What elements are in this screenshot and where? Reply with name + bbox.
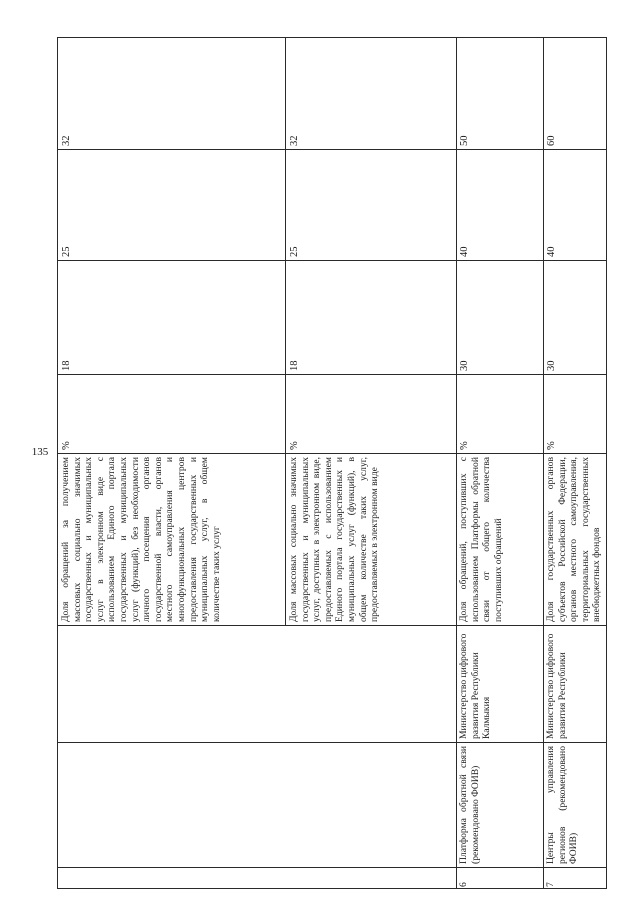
cell-responsible: Министерство цифрового развития Республики Калмыкия xyxy=(456,625,543,742)
cell-no xyxy=(58,867,456,889)
cell-name: Платформа обратной связи (рекомендовано ФОИВ) xyxy=(456,742,543,867)
unit-text-2: % xyxy=(289,441,300,450)
table-row-7 xyxy=(543,38,607,889)
cell-value-2 xyxy=(58,149,456,260)
table-row-6 xyxy=(456,38,544,889)
cell-indicator: Доля обращений, поступивших с использованием Платформы обратной связи от общего количества поступивших обращений xyxy=(456,453,543,625)
value3-text-1: 32 xyxy=(58,38,286,149)
cell-value-3: 60 xyxy=(546,135,557,146)
cell-unit xyxy=(58,374,456,453)
indicator-text-1: Доля обращений за получением массовых социально значимых государственных и муниципальных услуг в электронном виде с использованием Единого портала государственных и муниципальных услуг (функций), без необходимости личного посещения органов государственной власти, органов местного самоуправления и многофункциональных центров предоставления государственных и муниципальных услуг, в общем количестве таких услуг xyxy=(58,454,286,625)
cell-responsible: Министерство цифрового развития Республики xyxy=(543,625,607,742)
cell-responsible xyxy=(58,625,456,742)
value2-text-1: 25 xyxy=(58,150,286,260)
cell-unit: % xyxy=(456,374,543,453)
table-frame xyxy=(57,37,607,889)
cell-value-3: 50 xyxy=(459,135,470,146)
value1-text-1: 18 xyxy=(58,261,286,374)
cell-name: Центры управления регионов (рекомендовано ФОИВ) xyxy=(543,742,607,867)
cell-indicator xyxy=(58,453,456,625)
data-table xyxy=(58,38,607,889)
page-number: 135 xyxy=(31,446,49,458)
cell-value-2: 40 xyxy=(456,149,543,260)
cell-indicator: Доля государственных органов субъектов Российской Федерации, органов местного самоуправления, территориальных государственных внебюджетных фондов xyxy=(543,453,607,625)
cell-value-1: 30 xyxy=(456,260,543,374)
value2-text-2: 25 xyxy=(289,246,300,257)
value3-text-2: 32 xyxy=(289,135,300,146)
cell-no: 6 xyxy=(456,867,543,889)
value1-text-2: 18 xyxy=(289,360,300,371)
indicator-text-2: Доля массовых социально значимых государственных и муниципальных услуг, доступных в электронном виде, предоставляемых с использованием Единого портала государственных и муниципальных услуг (функций), в общем количестве таких услуг, предоставляемых в электронном виде xyxy=(288,457,381,622)
cell-value-2: 40 xyxy=(543,149,607,260)
cell-value-3 xyxy=(58,38,456,149)
cell-no: 7 xyxy=(543,867,607,889)
cell-unit: % xyxy=(543,374,607,453)
cell-value-1 xyxy=(58,260,456,374)
cell-name xyxy=(58,742,456,867)
unit-text-1: % xyxy=(58,375,286,453)
table-row-continued xyxy=(58,38,457,889)
cell-value-1: 30 xyxy=(543,260,607,374)
